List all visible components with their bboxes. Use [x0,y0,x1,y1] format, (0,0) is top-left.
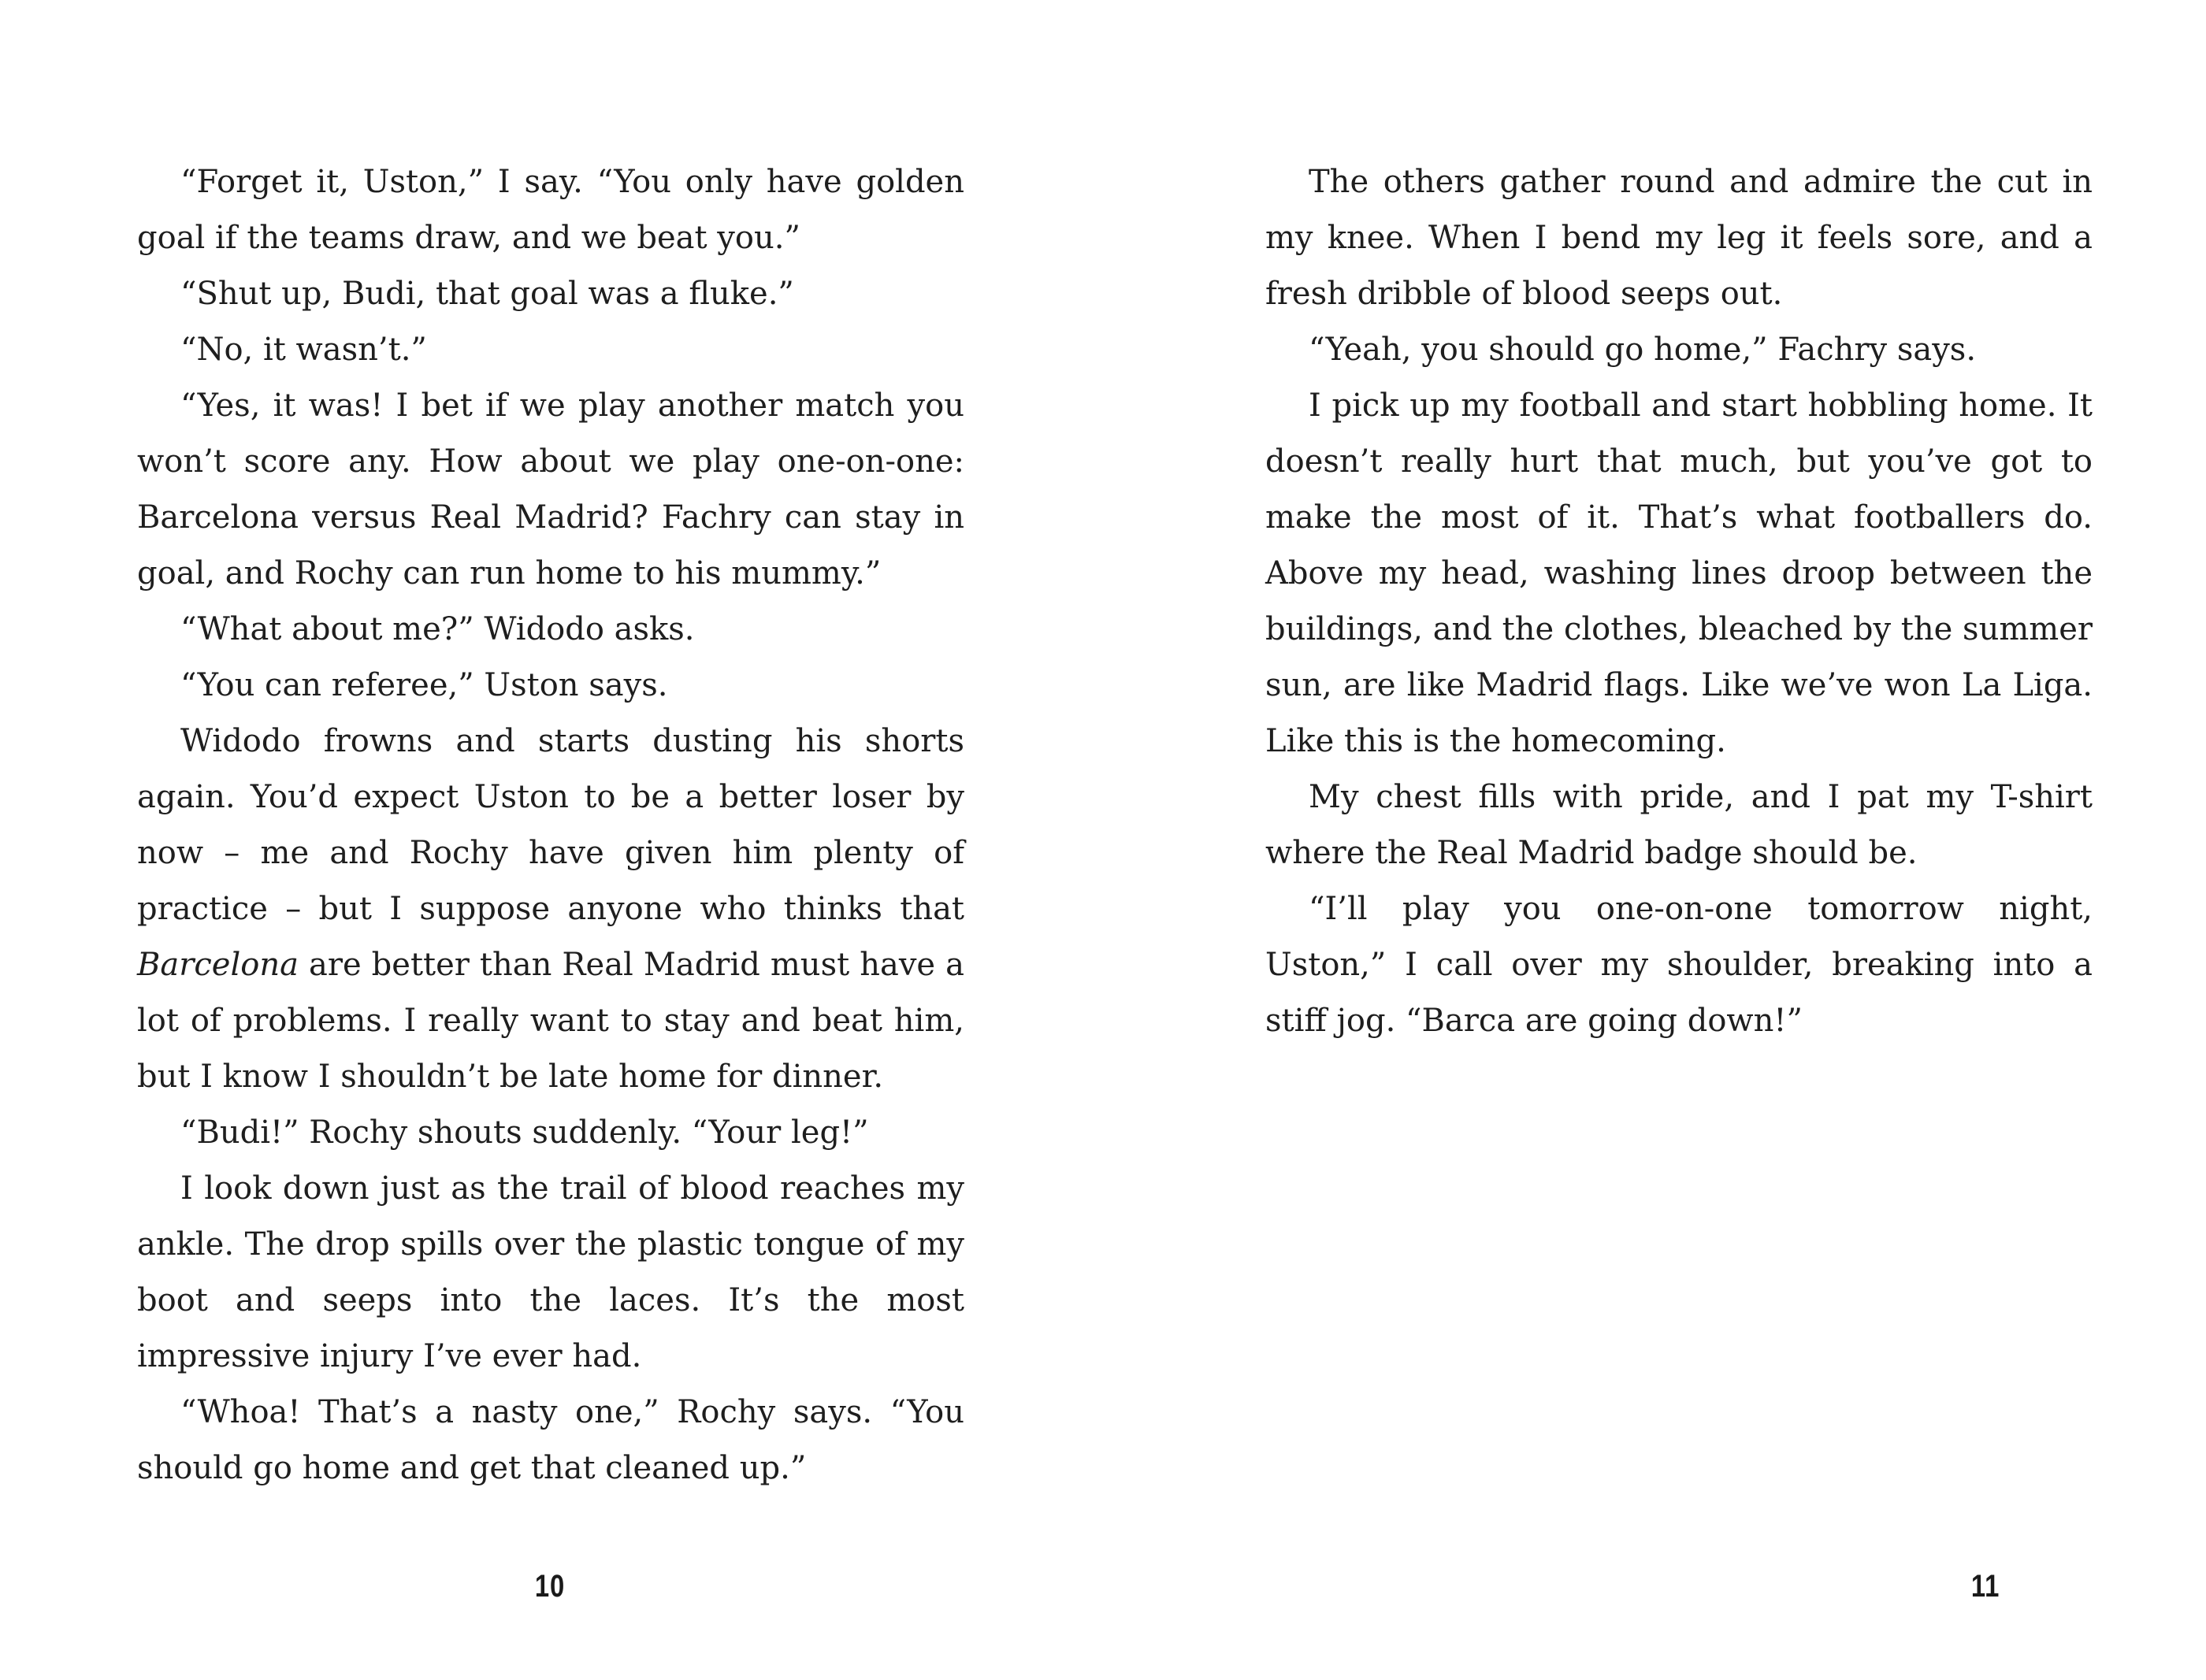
paragraph: “No, it wasn’t.” [180,332,427,368]
paragraph: “Whoa! That’s a nasty one,” Rochy says. “You should go home and get that cleaned up.” [137,1394,964,1486]
paragraph: I pick up my football and start hobbling home. It doesn’t really hurt that much, but you’ve got to make the most of it. That’s what footballers do. Above my head, washing lines droop between the buildings, and the clothes, bleached by the summer sun, are like Madrid flags. Like we’ve won La Liga. Like this is the homecoming. [1265,388,2093,759]
paragraph-text: are better than Real Madrid must have a lot of problems. I really want to stay and beat him, but I know I shouldn’t be late home for dinner. [137,947,964,1095]
left-page-text [137,154,964,1496]
paragraph: “Yeah, you should go home,” Fachry says. [1309,332,1977,368]
paragraph: My chest fills with pride, and I pat my T-shirt where the Real Madrid badge should be. [1265,779,2093,871]
paragraph: “Forget it, Uston,” I say. “You only have golden goal if the teams draw, and we beat you.” [137,164,964,256]
paragraph: I look down just as the trail of blood reaches my ankle. The drop spills over the plastic tongue of my boot and seeps into the laces. It’s the most impressive injury I’ve ever had. [137,1170,964,1374]
paragraph: “Shut up, Budi, that goal was a fluke.” [180,276,794,312]
page-number: 10 [534,1569,566,1604]
italic-emphasis: Barcelona [137,947,299,983]
paragraph: “I’ll play you one-on-one tomorrow night, Uston,” I call over my shoulder, breaking into a stiff jog. “Barca are going down!” [1265,891,2093,1039]
right-page [1103,0,2206,1680]
paragraph: “Budi!” Rochy shouts suddenly. “Your leg!” [180,1114,869,1151]
paragraph: “You can referee,” Uston says. [180,667,668,703]
page-number: 11 [1970,1569,2000,1604]
paragraph: The others gather round and admire the cut in my knee. When I bend my leg it feels sore, and a fresh dribble of blood seeps out. [1265,164,2093,312]
paragraph [137,714,964,1105]
paragraph: “What about me?” Widodo asks. [180,611,695,647]
paragraph-text: Widodo frowns and starts dusting his shorts again. You’d expect Uston to be a better loser by now – me and Rochy have given him plenty of practice – but I suppose anyone who thinks that [137,723,964,927]
paragraph: “Yes, it was! I bet if we play another match you won’t score any. How about we play one-on-one: Barcelona versus Real Madrid? Fachry can stay in goal, and Rochy can run home to his mummy.” [137,388,964,592]
right-page-text [1265,154,2093,1049]
